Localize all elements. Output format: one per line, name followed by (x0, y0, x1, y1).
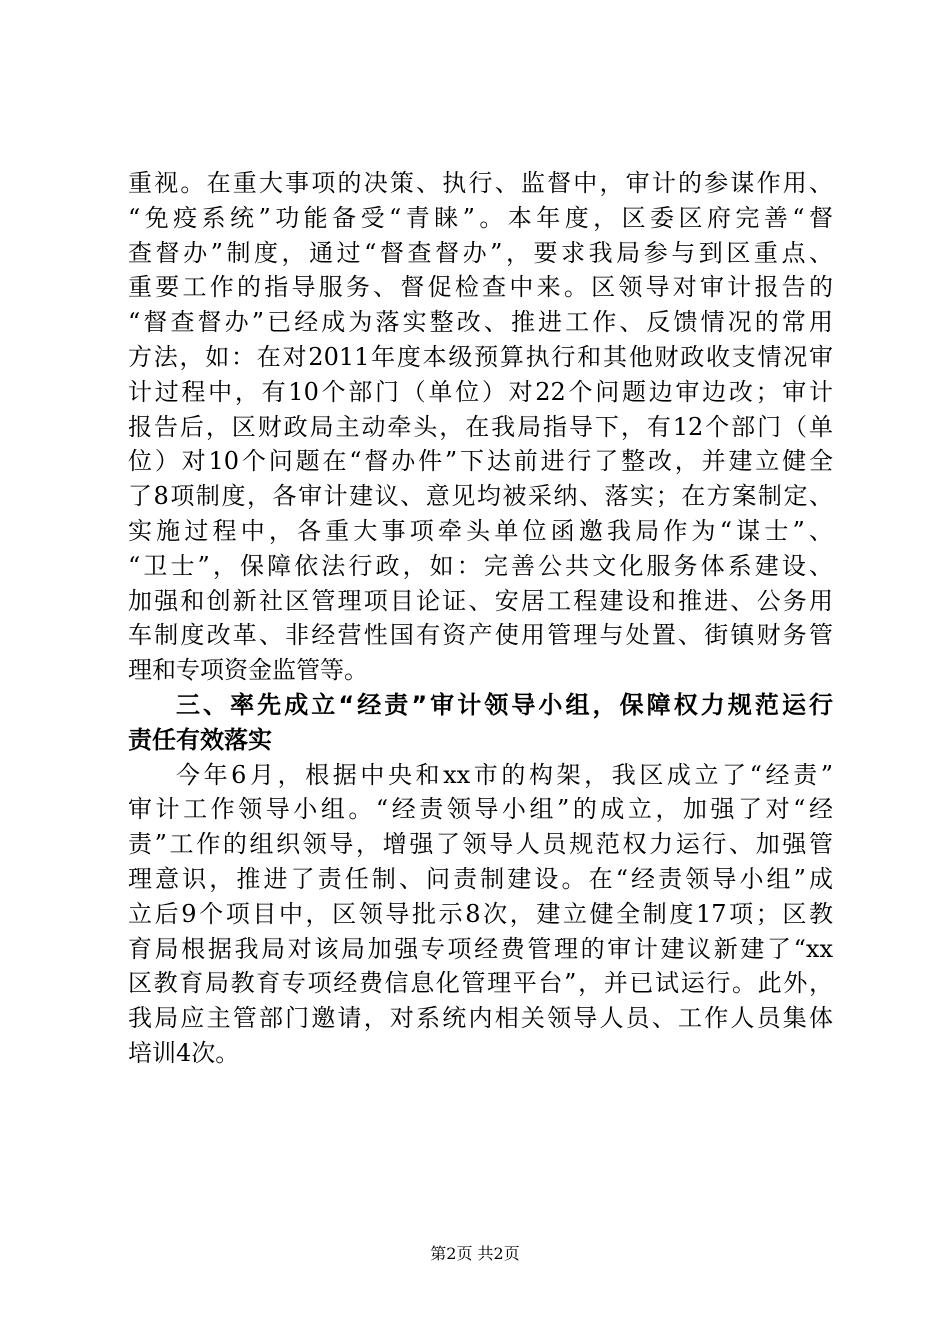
text-line: 实施过程中，各重大事项牵头单位函邀我局作为“谋士”、 (128, 516, 833, 545)
text-line: 理和专项资金监管等。 (128, 656, 368, 685)
text-line: 我局应主管部门邀请，对系统内相关领导人员、工作人员集体 (128, 1004, 833, 1033)
section-heading (128, 688, 833, 758)
text-line: 车制度改革、非经营性国有资产使用管理与处置、街镇财务管 (128, 621, 833, 650)
heading-line: 三、率先成立“经责”审计领导小组，保障权力规范运行 (176, 690, 833, 719)
text-line: 培训4次。 (128, 1038, 240, 1067)
text-line: 报告后，区财政局主动牵头，在我局指导下，有12个部门（单 (128, 412, 833, 441)
paragraph-accountability-group (128, 758, 833, 1071)
text-line: 区教育局教育专项经费信息化管理平台”，并已试运行。此外， (128, 969, 833, 998)
text-line: 育局根据我局对该局加强专项经费管理的审计建议新建了“xx (128, 934, 833, 963)
text-line: 立后9个项目中，区领导批示8次，建立健全制度17项；区教 (128, 899, 833, 928)
text-line: 方法，如：在对2011年度本级预算执行和其他财政收支情况审 (128, 342, 833, 371)
text-line: 审计工作领导小组。“经责领导小组”的成立，加强了对“经 (128, 795, 833, 824)
text-line: 今年6月，根据中央和xx市的构架，我区成立了“经责” (176, 760, 833, 789)
document-body (128, 166, 833, 1071)
paragraph-budget-audit (128, 166, 833, 688)
text-line: 查督办”制度，通过“督查督办”，要求我局参与到区重点、 (128, 238, 833, 267)
heading-line: 责任有效落实 (128, 725, 272, 754)
text-line: 重视。在重大事项的决策、执行、监督中，审计的参谋作用、 (128, 169, 833, 197)
text-line: 理意识，推进了责任制、问责制建设。在“经责领导小组”成 (128, 864, 833, 893)
text-line: 了8项制度，各审计建议、意见均被采纳、落实；在方案制定、 (128, 482, 833, 511)
text-line: 加强和创新社区管理项目论证、安居工程建设和推进、公务用 (128, 586, 833, 615)
text-line: 位）对10个问题在“督办件”下达前进行了整改，并建立健全 (128, 447, 833, 476)
text-line: 计过程中，有10个部门（单位）对22个问题边审边改；审计 (128, 377, 833, 406)
text-line: 重要工作的指导服务、督促检查中来。区领导对审计报告的 (128, 273, 833, 302)
text-line: “督查督办”已经成为落实整改、推进工作、反馈情况的常用 (128, 308, 833, 337)
text-line: 责”工作的组织领导，增强了领导人员规范权力运行、加强管 (128, 830, 833, 859)
text-line: “卫士”，保障依法行政，如：完善公共文化服务体系建设、 (128, 551, 833, 580)
text-line: “免疫系统”功能备受“青睐”。本年度，区委区府完善“督 (128, 203, 833, 232)
page-number-footer: 第2页 共2页 (430, 1244, 520, 1263)
